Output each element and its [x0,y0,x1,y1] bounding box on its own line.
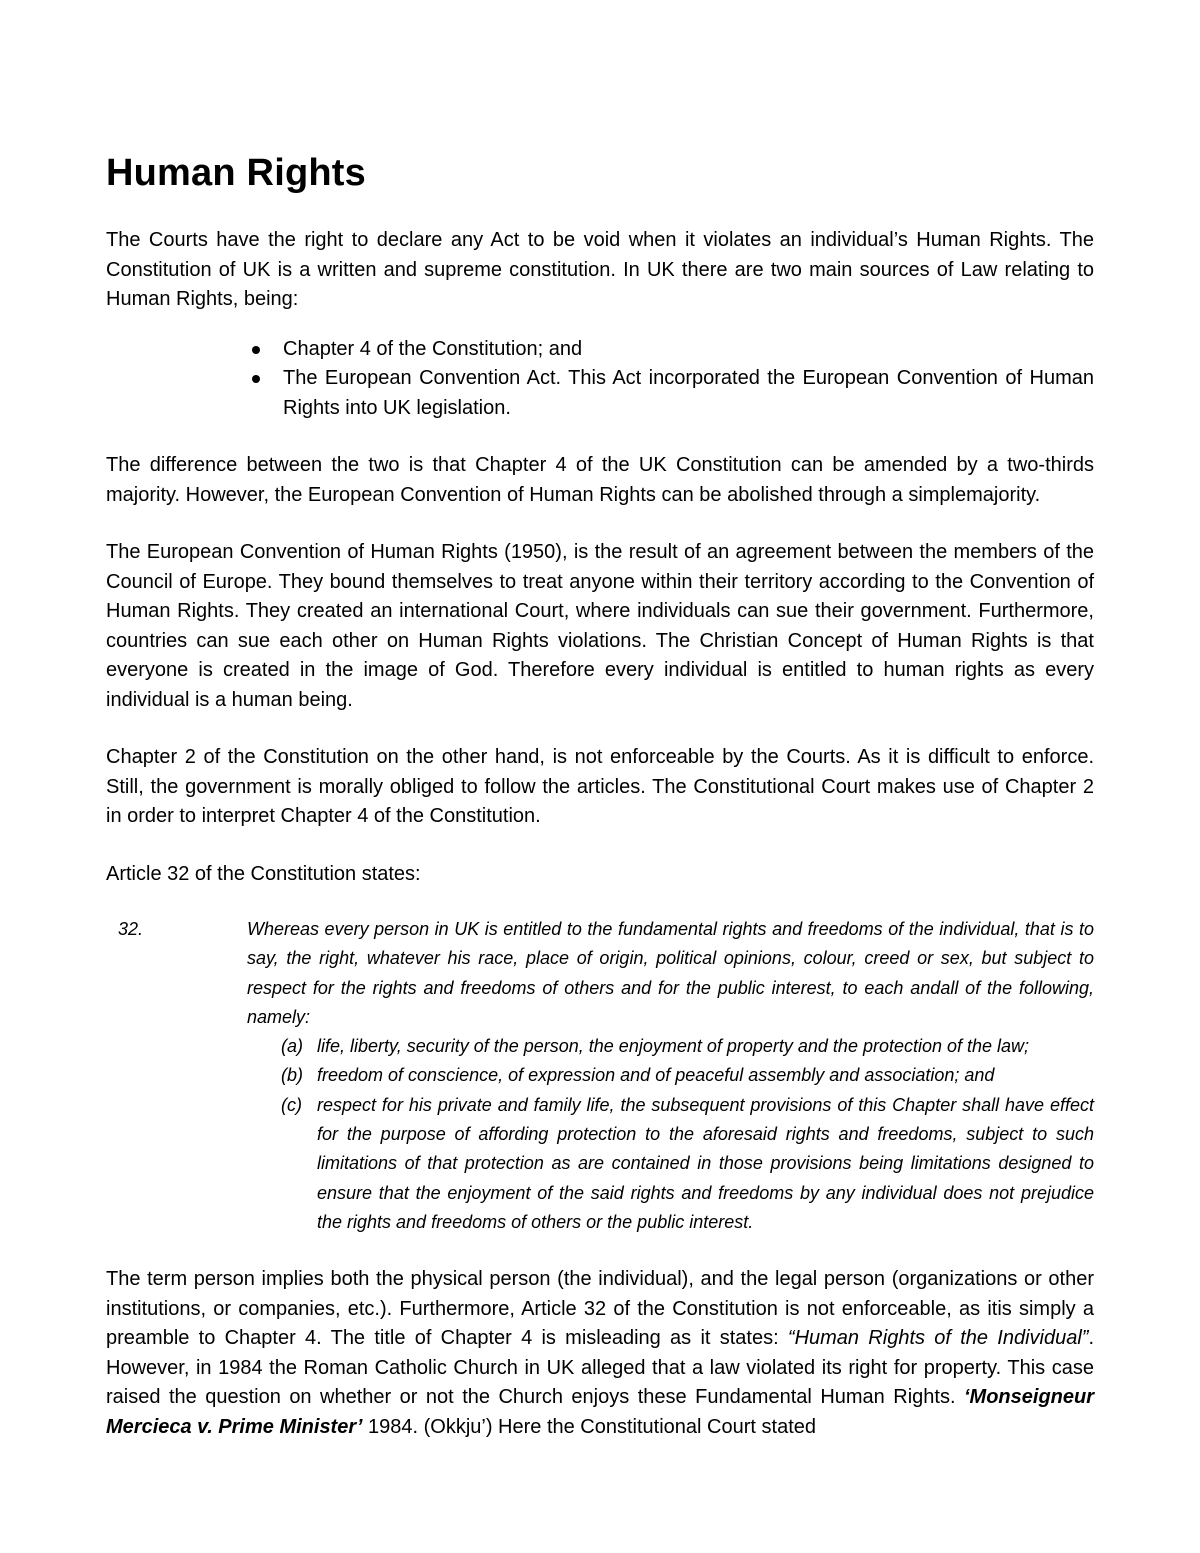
chapter2-paragraph: Chapter 2 of the Constitution on the other hand, is not enforceable by the Courts. As it is difficult to enforce. Still, the government is morally obliged to follow the articles. The Constitutional Court makes use of Chapter 2 in order to interpret Chapter 4 of the Constitution. [106,746,1094,827]
final-paragraph [106,1265,1094,1442]
article-32-quote [106,915,1094,1237]
final-text-1: The term person implies both the physical person (the individual), and the legal person (organizations or other institutions, or companies, etc.). Furthermore, Article 32 of the Constitution is not enforceable, as itis simply a preamble to Chapter 4. The title of Chapter 4 is misleading as it states: [106,1268,1094,1350]
article-intro: Article 32 of the Constitution states: [106,862,421,885]
item-label: (a) [281,1036,303,1057]
article-text: Whereas every person in UK is entitled to the fundamental rights and freedoms of the individual, that is to say, the right, whatever his race, place of origin, political opinions, colour, creed or sex, but subject to respect for the rights and freedoms of others and for the public interest, to each andall of the following, namely: [247,919,1094,1027]
sources-list [106,335,1094,424]
intro-paragraph: The Courts have the right to declare any Act to be void when it violates an individual’s Human Rights. The Constitution of UK is a written and supreme constitution. In UK there are two main sources of Law relating to Human Rights, being: [106,229,1094,310]
case-name: ‘Monseigneur Mercieca v. Prime Minister’ [106,1386,1094,1438]
list-item: Chapter 4 of the Constitution; and [106,335,1094,365]
article-item [247,1061,1094,1090]
list-item: The European Convention Act. This Act incorporated the European Convention of Human Rights into UK legislation. [106,364,1094,423]
chapter-title-quote: “Human Rights of the Individual” [787,1327,1089,1350]
article-number: 32. [118,919,144,939]
article-item [247,1091,1094,1237]
article-item [247,1032,1094,1061]
echr-paragraph: The European Convention of Human Rights (1950), is the result of an agreement between the members of the Council of Europe. They bound themselves to treat anyone within their territory according to the Convention of Human Rights. They created an international Court, where individuals can sue their government. Furthermore, countries can sue each other on Human Rights violations. The Christian Concept of Human Rights is that everyone is created in the image of God. Therefore every individual is entitled to human rights as every individual is a human being. [106,541,1094,711]
article-items [247,1032,1094,1237]
final-text-3: 1984. (Okkju’) Here the Constitutional Court stated [362,1415,816,1438]
item-text: respect for his private and family life, the subsequent provisions of this Chapter shall have effect for the purpose of affording protection to the aforesaid rights and freedoms, subject to such limitations of that protection as are contained in those provisions being limitations designed to ensure that the enjoyment of the said rights and freedoms by any individual does not prejudice the rights and freedoms of others or the public interest. [317,1094,1094,1232]
item-label: (b) [281,1065,303,1086]
final-text-2: . However, in 1984 the Roman Catholic Church in UK alleged that a law violated its right for property. This case raised the question on whether or not the Church enjoys these Fundamental Human Rights. [106,1327,1095,1409]
item-text: freedom of conscience, of expression and of peaceful assembly and association; and [317,1065,995,1086]
document-page [106,150,1094,1442]
difference-paragraph: The difference between the two is that Chapter 4 of the UK Constitution can be amended by a two-thirds majority. However, the European Convention of Human Rights can be abolished through a simplemajority. [106,454,1094,506]
item-label: (c) [281,1094,302,1115]
item-text: life, liberty, security of the person, the enjoyment of property and the protection of the law; [317,1036,1030,1057]
page-title: Human Rights [106,152,366,194]
